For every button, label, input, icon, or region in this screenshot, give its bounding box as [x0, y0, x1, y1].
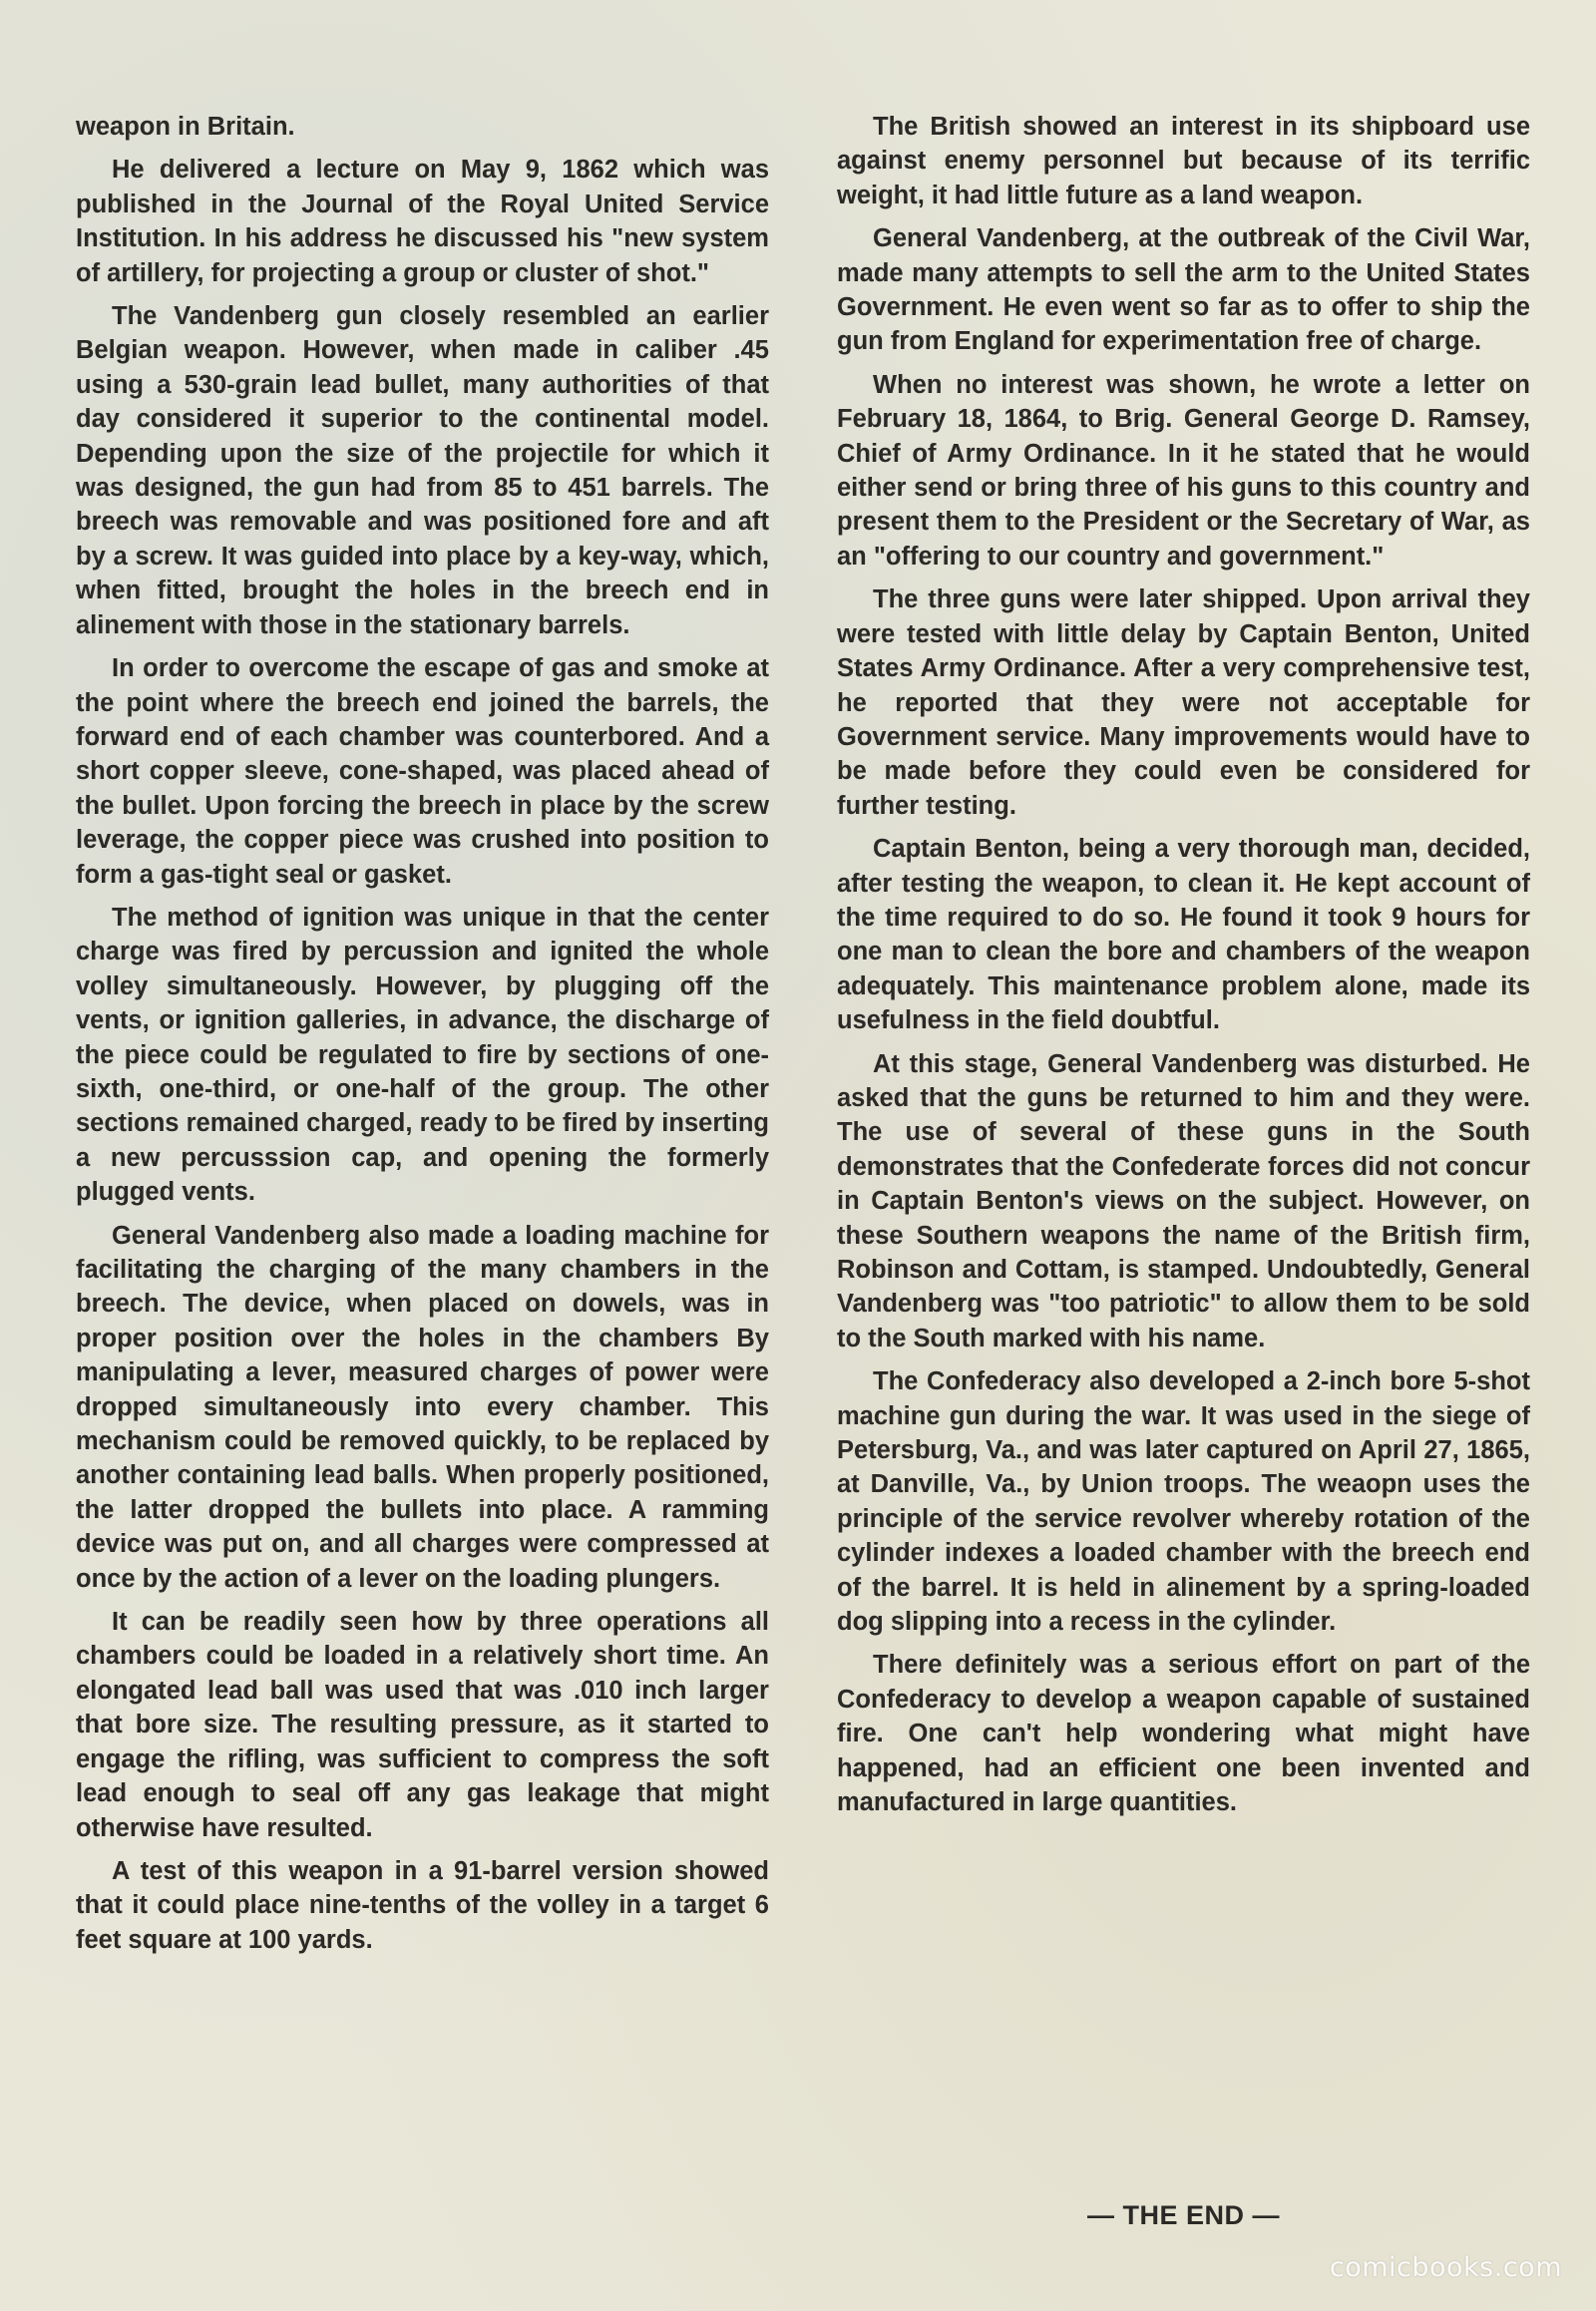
- paragraph: The British showed an interest in its shipboard use against enemy personnel but because of its terrific weight, it had little future as a land weapon.: [837, 113, 1530, 209]
- the-end-label: — THE END —: [1086, 2200, 1280, 2230]
- paragraph: General Vandenberg, at the outbreak of the Civil War, made many attempts to sell the arm to the United States Government. He even went so far as to offer to ship the gun from England for experimentation free of charge.: [837, 224, 1530, 356]
- paragraph: It can be readily seen how by three operations all chambers could be loaded in a relatively short time. An elongated lead ball was used that was .010 inch larger that bore size. The resulting pressure, as it started to engage the rifling, was sufficient to compress the soft lead enough to seal off any gas leakage that might otherwise have resulted.: [76, 1608, 769, 1842]
- paragraph: There definitely was a serious effort on part of the Confederacy to develop a weapon capable of sustained fire. One can't help wondering what might have happened, had an efficient one been invented and manufactured in large quantities.: [837, 1651, 1530, 1817]
- paragraph: General Vandenberg also made a loading machine for facilitating the charging of the many chambers in the breech. The device, when placed on dowels, was in proper position over the holes in the chambers By manipulating a lever, measured charges of power were dropped simultaneously into every chamber. This mechanism could be removed quickly, to be replaced by another containing lead balls. When properly positioned, the latter dropped the bullets into place. A ramming device was put on, and all charges were compressed at once by the action of a lever on the loading plungers.: [76, 1221, 769, 1593]
- left-text-column: [76, 110, 769, 1966]
- paragraph: weapon in Britain.: [76, 113, 295, 141]
- paragraph: The three guns were later shipped. Upon arrival they were tested with little delay by Captain Benton, United States Army Ordinance. After a very comprehensive test, he reported that they were not acceptable for Government service. Many improvements would have to be made before they could even be considered for further testing.: [837, 585, 1530, 820]
- paragraph: At this stage, General Vandenberg was disturbed. He asked that the guns be returned to him and they were. The use of several of these guns in the South demonstrates that the Confederate forces did not concur in Captain Benton's views on the subject. However, on these Southern weapons the name of the British firm, Robinson and Cottam, is stamped. Undoubtedly, General Vandenberg was "too patriotic" to allow them to be sold to the South marked with his name.: [837, 1049, 1530, 1352]
- paragraph: Captain Benton, being a very thorough man, decided, after testing the weapon, to clean it. He kept account of the time required to do so. He found it took 9 hours for one man to clean the bore and chambers of the weapon adequately. This maintenance problem alone, made its usefulness in the field doubtful.: [837, 835, 1530, 1035]
- paragraph: The Vandenberg gun closely resembled an earlier Belgian weapon. However, when made in caliber .45 using a 530-grain lead bullet, many authorities of that day considered it superior to the continental model. Depending upon the size of the projectile for which it was designed, the gun had from 85 to 451 barrels. The breech was removable and was positioned fore and aft by a screw. It was guided into place by a key-way, which, when fitted, brought the holes in the breech end in alinement with those in the stationary barrels.: [76, 302, 769, 639]
- paragraph: When no interest was shown, he wrote a letter on February 18, 1864, to Brig. General George D. Ramsey, Chief of Army Ordinance. In it he stated that he would either send or bring three of his guns to this country and present them to the President or the Secretary of War, as an "offering to our country and government.": [837, 370, 1530, 571]
- paragraph: A test of this weapon in a 91-barrel version showed that it could place nine-tenths of the volley in a target 6 feet square at 100 yards.: [76, 1856, 769, 1954]
- paragraph: The Confederacy also developed a 2-inch bore 5-shot machine gun during the war. It was used in the siege of Petersburg, Va., and was later captured on April 27, 1865, at Danville, Va., by Union troops. The weaopn uses the principle of the service revolver whereby rotation of the cylinder indexes a loaded chamber with the breech end of the barrel. It is held in alinement by a spring-loaded dog slipping into a recess in the cylinder.: [837, 1367, 1530, 1637]
- paragraph: He delivered a lecture on May 9, 1862 which was published in the Journal of the Royal United Service Institution. In his address he discussed his "new system of artillery, for projecting a group or cluster of shot.": [76, 156, 769, 287]
- site-watermark: comicbooks.com: [1329, 2252, 1562, 2283]
- right-text-column: [837, 110, 1530, 1829]
- paragraph: In order to overcome the escape of gas and smoke at the point where the breech end joined the barrels, the forward end of each chamber was counterbored. And a short copper sleeve, cone-shaped, was placed ahead of the bullet. Upon forcing the breech in place by the screw leverage, the copper piece was crushed into position to form a gas-tight seal or gasket.: [76, 654, 769, 889]
- paragraph: The method of ignition was unique in that the center charge was fired by percussion and ignited the whole volley simultaneously. However, by plugging off the vents, or ignition galleries, in advance, the discharge of the piece could be regulated to fire by sections of one-sixth, one-third, or one-half of the group. The other sections remained charged, ready to be fired by inserting a new percusssion cap, and opening the formerly plugged vents.: [76, 903, 769, 1207]
